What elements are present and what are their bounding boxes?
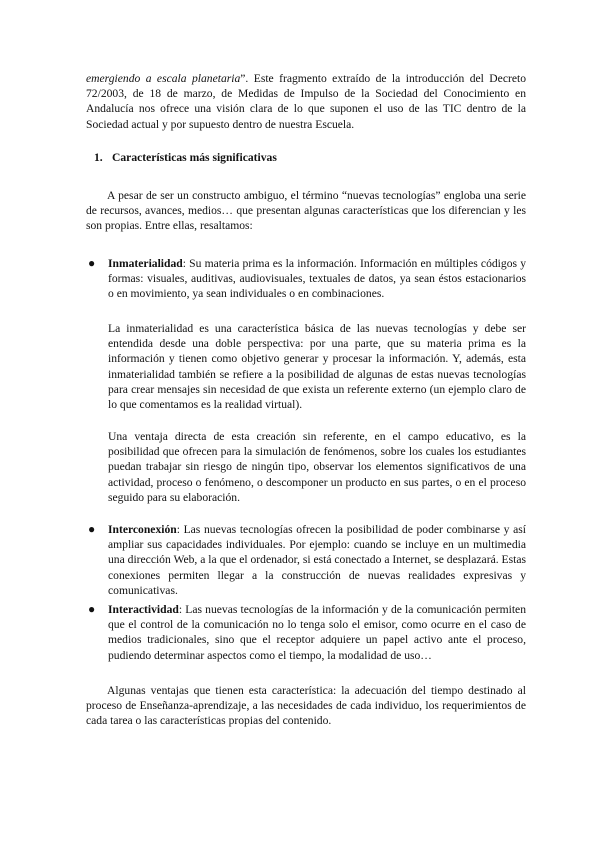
quote-fragment: emergiendo a escala planetaria	[86, 72, 241, 85]
intro-paragraph	[86, 71, 526, 132]
intro-characteristics-paragraph: A pesar de ser un constructo ambiguo, el término “nuevas tecnologías” engloba una serie de recursos, avances, medios… que presentan algunas características que los diferencian y les son propias. Entre ellas, resaltamos:	[86, 189, 526, 233]
final-paragraph: Algunas ventajas que tienen esta característica: la adecuación del tiempo destinado al proceso de Enseñanza-aprendizaje, a las necesidades de cada individuo, los requerimientos de cada tarea o las características propias del contenido.	[86, 684, 526, 728]
bullet-term: Interconexión	[108, 523, 177, 536]
bullet-dot-icon: ●	[88, 256, 96, 270]
bullet-dot-icon: ●	[88, 522, 96, 536]
quote-close: ”.	[240, 72, 249, 85]
bullet-text	[108, 256, 526, 302]
bullet-interactividad	[88, 602, 526, 663]
bullet-description: : Las nuevas tecnologías ofrecen la posibilidad de poder combinarse y así ampliar sus capacidades individuales. Por ejemplo: cuando se incluye en un multimedia una dirección Web, a la que el ordenador, si está conectado a Internet, se desplazará. Estas conexiones permiten llegar a la construcción de nuevas realidades expresivas y comunicativas.	[108, 523, 526, 597]
section-heading	[94, 150, 524, 165]
bullet-text	[108, 602, 526, 663]
bullet-interconexion	[88, 522, 526, 598]
intro-text: Este fragmento extraído de la introducción del Decreto 72/2003, de 18 de marzo, de Medidas de Impulso de la Sociedad del Conocimiento en Andalucía nos ofrece una visión clara de lo que suponen el uso de las TIC dentro de la Sociedad actual y por supuesto dentro de nuestra Escuela.	[86, 72, 527, 131]
bullet-text	[108, 522, 526, 598]
bullet-inmaterialidad	[88, 256, 526, 302]
bullet-description: : Su materia prima es la información. Información en múltiples códigos y formas: visuales, auditivas, audiovisuales, textuales de datos, ya sean éstos estacionarios o en movimiento, ya sean individuales o en combinaciones.	[108, 257, 526, 301]
section-title: Características más significativas	[112, 151, 277, 164]
section-number: 1.	[94, 151, 103, 164]
bullet-term: Interactividad	[108, 603, 179, 616]
bullet-description: : Las nuevas tecnologías de la información y de la comunicación permiten que el control de la comunicación no lo tenga solo el emisor, como ocurre en el caso de medios tradicionales, sino que el receptor adquiere un papel activo ante el proceso, pudiendo determinar aspectos como el tiempo, la modalidad de uso…	[108, 603, 526, 662]
sub-paragraph-ventaja: Una ventaja directa de esta creación sin referente, en el campo educativo, es la posibilidad que ofrecen para la simulación de fenómenos, sobre los cuales los estudiantes puedan trabajar sin riesgo de ningún tipo, observar los elementos significativos de una actividad, proceso o fenómeno, o descomponer un producto en sus partes, o en el proceso seguido para su elaboración.	[108, 430, 526, 504]
bullet-term: Inmaterialidad	[108, 257, 183, 270]
sub-paragraph-inmaterialidad: La inmaterialidad es una característica básica de las nuevas tecnologías y debe ser entendida desde una doble perspectiva: por una parte, que su materia prima es la información y tienen como objetivo generar y procesar la información. Y, además, esta inmaterialidad también se refiere a la posibilidad de algunas de estas nuevas tecnologías para crear mensajes sin necesidad de que exista un referente externo (un ejemplo claro de lo que comentamos es la realidad virtual).	[108, 322, 526, 412]
bullet-dot-icon: ●	[88, 602, 96, 616]
